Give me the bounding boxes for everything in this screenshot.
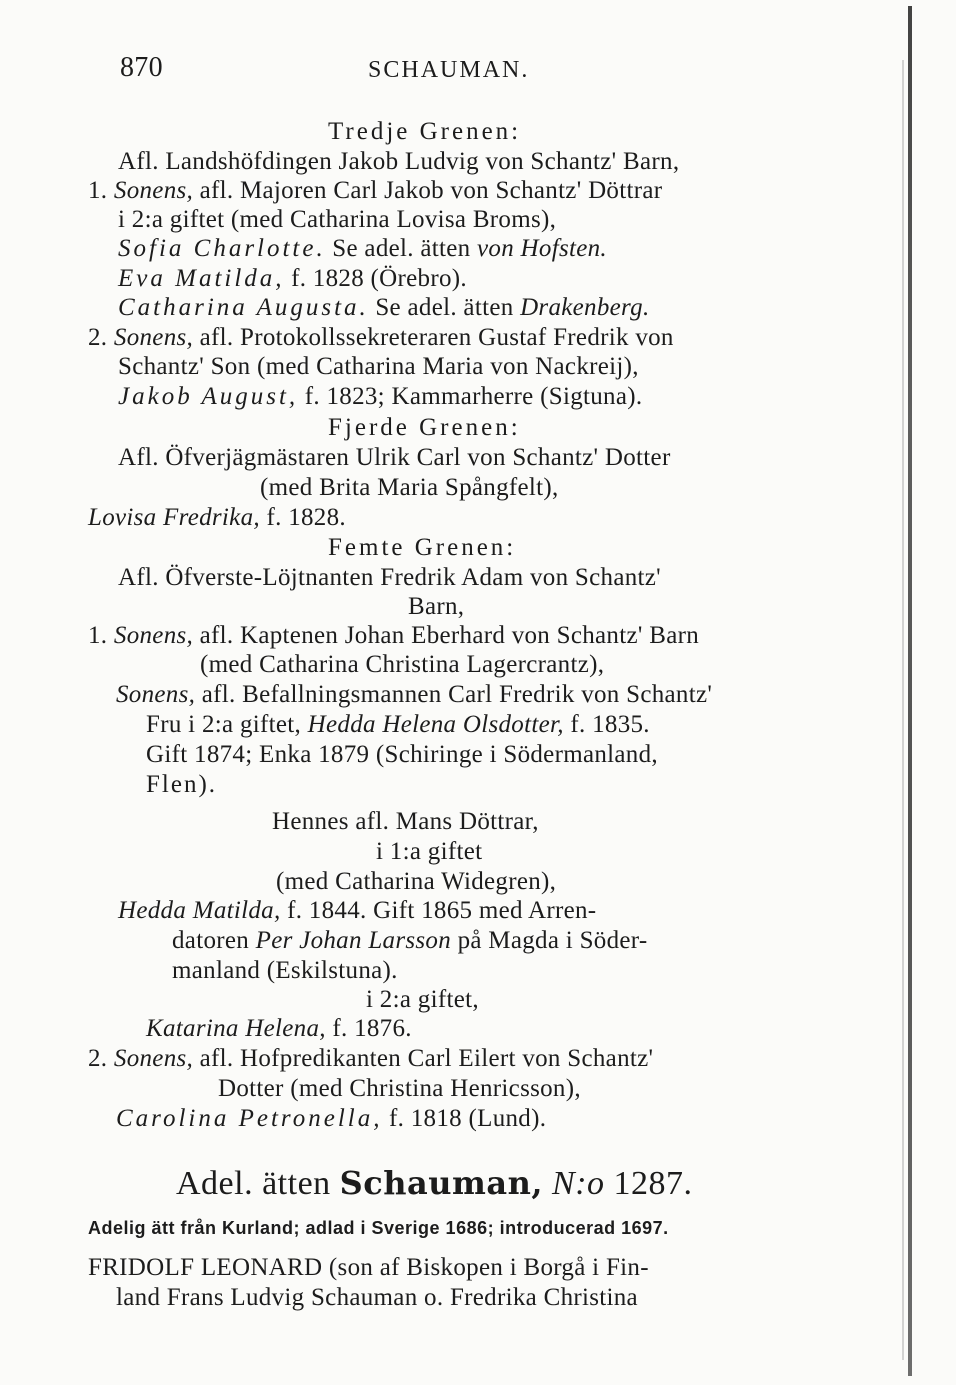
text-line: 2. Sonens, afl. Protokollssekreteraren Gustaf Fredrik von [88, 324, 674, 351]
text-line: Catharina Augusta. Se adel. ätten Drakenberg. [118, 294, 650, 321]
page-edge-shadow [908, 6, 912, 1376]
text-line: i 1:a giftet [376, 838, 483, 865]
text-line: (med Catharina Christina Lagercrantz), [200, 651, 605, 678]
text-line: (med Brita Maria Spångfelt), [260, 474, 559, 501]
running-title: SCHAUMAN. [368, 57, 530, 83]
page-edge-line [902, 60, 904, 1360]
text-line: land Frans Ludvig Schauman o. Fredrika Christina [116, 1284, 638, 1311]
branch-heading-third: Tredje Grenen: [328, 118, 522, 145]
text-line: manland (Eskilstuna). [172, 957, 398, 984]
text-line: Sofia Charlotte. Se adel. ätten von Hofsten. [118, 235, 607, 262]
text-line: Carolina Petronella, f. 1818 (Lund). [116, 1105, 547, 1132]
text-line: Eva Matilda, f. 1828 (Örebro). [118, 265, 467, 292]
text-line: FRIDOLF LEONARD (son af Biskopen i Borgå i Fin- [88, 1254, 649, 1281]
text-line: Schantz' Son (med Catharina Maria von Nackreij), [118, 353, 639, 380]
text-line: 2. Sonens, afl. Hofpredikanten Carl Eilert von Schantz' [88, 1045, 654, 1072]
text-line: Afl. Öfverste-Löjtnanten Fredrik Adam von Schantz' [118, 564, 661, 591]
text-line: Afl. Landshöfdingen Jakob Ludvig von Schantz' Barn, [118, 148, 680, 175]
text-line: Barn, [408, 593, 465, 620]
text-line: Hennes afl. Mans Döttrar, [272, 808, 539, 835]
text-line: 1. Sonens, afl. Kaptenen Johan Eberhard von Schantz' Barn [88, 622, 700, 649]
text-line: Katarina Helena, f. 1876. [146, 1015, 412, 1042]
text-line: i 2:a giftet (med Catharina Lovisa Broms), [118, 206, 557, 233]
text-line: Hedda Matilda, f. 1844. Gift 1865 med Arren- [118, 897, 597, 924]
page-number: 870 [120, 52, 163, 83]
text-line: (med Catharina Widegren), [276, 868, 557, 895]
text-line: Jakob August, f. 1823; Kammarherre (Sigtuna). [118, 383, 643, 410]
text-line: Fru i 2:a giftet, Hedda Helena Olsdotter, f. 1835. [146, 711, 650, 738]
text-line: Lovisa Fredrika, f. 1828. [88, 504, 346, 531]
text-line: datoren Per Johan Larsson på Magda i Söder- [172, 927, 648, 954]
text-line: Gift 1874; Enka 1879 (Schiringe i Södermanland, [146, 741, 658, 768]
family-subheading: Adelig ätt från Kurland; adlad i Sverige 1686; introducerad 1697. [88, 1218, 669, 1238]
text-line: Sonens, afl. Befallningsmannen Carl Fredrik von Schantz' [116, 681, 713, 708]
family-heading: Adel. ätten Schauman, N:o 1287. [176, 1164, 693, 1202]
text-line: Flen). [146, 771, 218, 798]
text-line: Dotter (med Christina Henricsson), [218, 1075, 581, 1102]
branch-heading-fifth: Femte Grenen: [328, 534, 517, 561]
text-line: i 2:a giftet, [366, 986, 479, 1013]
text-line: Afl. Öfverjägmästaren Ulrik Carl von Schantz' Dotter [118, 444, 671, 471]
branch-heading-fourth: Fjerde Grenen: [328, 414, 521, 441]
text-line: 1. Sonens, afl. Majoren Carl Jakob von Schantz' Döttrar [88, 177, 663, 204]
